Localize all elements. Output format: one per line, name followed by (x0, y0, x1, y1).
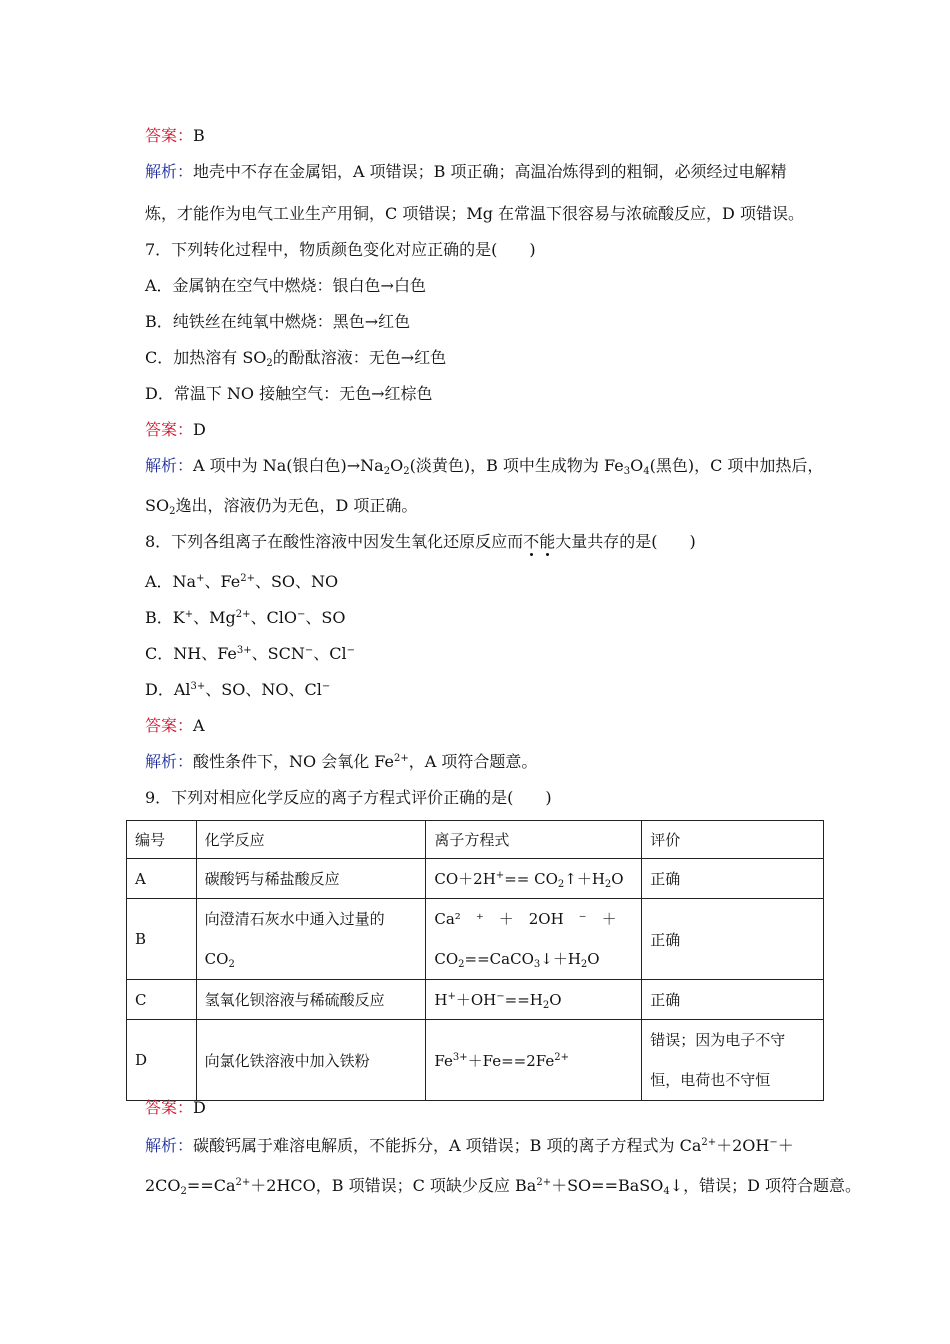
evaluation-cell: 正确 (642, 899, 824, 980)
table-row (127, 980, 824, 1020)
header-cell: 编号 (127, 821, 197, 859)
superscript: − (304, 645, 314, 656)
subscript: 2 (266, 358, 273, 369)
subscript: 2 (180, 1186, 187, 1197)
q9-analysis-line2 (145, 1174, 861, 1198)
text: ＋OH (455, 991, 497, 1009)
superscript: + (447, 991, 456, 1002)
q6-answer (145, 124, 205, 148)
subscript: 2 (383, 466, 391, 477)
text: 逸出，溶液仍为无色，D 项正确。 (175, 496, 418, 515)
superscript: + (196, 573, 205, 584)
q6-analysis-line2 (145, 202, 804, 226)
reaction-cell: 氢氧化钡溶液与稀硫酸反应 (196, 980, 426, 1020)
subscript: 3 (623, 466, 631, 477)
text: (淡黄色)，B 项中生成物为 Fe (409, 456, 624, 475)
text: Fe (434, 1051, 453, 1070)
answer-label: 答案： (145, 126, 194, 145)
superscript: 2+ (235, 1177, 251, 1188)
superscript: 3+ (190, 681, 206, 692)
header-cell: 化学反应 (196, 821, 426, 859)
text: ，A 项符合题意。 (408, 752, 538, 771)
text: ＋SO==BaSO (551, 1176, 664, 1195)
text: ＋Fe==2Fe (467, 1051, 555, 1070)
text: A．Na (145, 572, 197, 591)
row-id: C (127, 980, 197, 1020)
text: 、Mg (193, 608, 236, 627)
table-row (127, 1020, 824, 1101)
table-row (127, 859, 824, 899)
text: ↓，错误；D 项符合题意。 (669, 1176, 862, 1195)
analysis-label: 解析： (145, 752, 194, 771)
q7-option-d: D．常温下 NO 接触空气：无色→红棕色 (145, 384, 433, 403)
q9-analysis-line1 (145, 1134, 794, 1158)
q8-answer (145, 714, 205, 738)
text (205, 939, 418, 979)
q7-option-b: B．纯铁丝在纯氧中燃烧：黑色→红色 (145, 312, 411, 331)
q9-answer (145, 1096, 206, 1120)
text: Ca² ⁺ ＋ 2OH ⁻ ＋ (434, 910, 617, 928)
superscript: 3+ (452, 1051, 468, 1063)
superscript: 2+ (554, 1051, 569, 1063)
table-row (127, 899, 824, 980)
text: ＋2OH (716, 1136, 770, 1155)
subscript: 4 (663, 1186, 670, 1197)
table-header-row (127, 821, 824, 859)
text: H (434, 991, 448, 1009)
text: ==CaCO (464, 950, 534, 968)
text: 碳酸钙属于难溶电解质，不能拆分，A 项错误；B 项的离子方程式为 Ca (193, 1136, 702, 1155)
superscript: 2+ (394, 753, 409, 764)
text: O (390, 456, 404, 475)
reaction-cell (196, 899, 426, 980)
text: 、SO、NO、Cl (205, 680, 322, 699)
text: D．Al (145, 680, 191, 699)
reaction-cell: 碳酸钙与稀盐酸反应 (196, 859, 426, 899)
q8-stem (145, 530, 696, 554)
equation-cell (426, 899, 642, 980)
subscript: 2 (403, 466, 410, 477)
q7-stem: 7．下列转化过程中，物质颜色变化对应正确的是( ) (145, 240, 536, 259)
subscript: 3 (533, 959, 541, 970)
equation-cell (426, 980, 642, 1020)
subscript: 2 (557, 879, 565, 890)
header-cell: 离子方程式 (426, 821, 642, 859)
text: SO (145, 496, 170, 515)
row-id: A (127, 859, 197, 899)
subscript: 2 (458, 959, 465, 970)
superscript: − (346, 645, 356, 656)
text: 大量共存的是( ) (555, 532, 696, 551)
text: O (587, 950, 600, 968)
text: ↑＋H (564, 870, 605, 888)
answer-label: 答案： (145, 420, 194, 439)
text: 、SO (305, 608, 346, 627)
text: O (611, 870, 624, 888)
text: C．NH、Fe (145, 644, 237, 663)
q8-option-b (145, 606, 345, 630)
q8-option-c (145, 642, 355, 666)
answer-label: 答案： (145, 716, 194, 735)
superscript: − (496, 991, 505, 1002)
text: ＋2HCO，B 项错误；C 项缺少反应 Ba (250, 1176, 537, 1195)
text: 8．下列各组离子在酸性溶液中因发生氧化还原反应而 (145, 532, 524, 551)
text (434, 939, 633, 979)
q7-answer (145, 418, 206, 442)
row-id: D (127, 1020, 197, 1101)
row-id: B (127, 899, 197, 980)
analysis-text: 地壳中不存在金属铝，A 项错误；B 项正确；高温冶炼得到的粗铜，必须经过电解精 (193, 162, 787, 181)
text: CO＋2H (434, 870, 496, 888)
q8-option-d (145, 678, 330, 702)
text: 恒，电荷也不守恒 (650, 1071, 771, 1089)
superscript: 2+ (701, 1137, 717, 1148)
text: O (549, 991, 562, 1009)
text: == CO (504, 870, 558, 888)
text: CO (434, 950, 459, 968)
text: 、Cl (313, 644, 347, 663)
answer-value: B (193, 126, 205, 145)
answer-label: 答案： (145, 1098, 194, 1117)
subscript: 2 (542, 1000, 550, 1011)
header-cell: 评价 (642, 821, 824, 859)
text: 错误；因为电子不守 (650, 1031, 786, 1049)
equation-cell (426, 859, 642, 899)
subscript: 2 (580, 959, 588, 970)
analysis-text: 炼，才能作为电气工业生产用铜，C 项错误；Mg 在常温下很容易与浓硫酸反应，D 项错误。 (145, 204, 804, 223)
evaluation-cell: 正确 (642, 980, 824, 1020)
superscript: + (495, 870, 505, 881)
text: 酸性条件下，NO 会氧化 Fe (193, 752, 395, 771)
equation-cell (426, 1020, 642, 1101)
analysis-label: 解析： (145, 456, 194, 475)
evaluation-cell: 正确 (642, 859, 824, 899)
text: 、SO、NO (254, 572, 339, 591)
answer-value: D (193, 1098, 206, 1117)
analysis-label: 解析： (145, 162, 194, 181)
superscript: 2+ (240, 573, 255, 584)
analysis-label: 解析： (145, 1136, 194, 1155)
text: ==H (504, 991, 543, 1009)
text: ＋ (777, 1136, 794, 1155)
text: 2CO (145, 1176, 181, 1195)
q7-option-a: A．金属钠在空气中燃烧：银白色→白色 (145, 276, 426, 295)
superscript: 2+ (235, 609, 251, 620)
q9-table (126, 820, 824, 1101)
subscript: 4 (643, 466, 650, 477)
text: (黑色)，C 项中加热后， (649, 456, 824, 475)
superscript: 3+ (236, 645, 252, 656)
answer-value: A (193, 716, 205, 735)
text: O (630, 456, 644, 475)
q7-analysis-line2 (145, 494, 417, 518)
text: 、ClO (250, 608, 297, 627)
q7-analysis-line1 (145, 454, 823, 478)
q9-stem: 9．下列对相应化学反应的离子方程式评价正确的是( ) (145, 788, 552, 807)
superscript: 2+ (536, 1177, 552, 1188)
reaction-cell: 向氯化铁溶液中加入铁粉 (196, 1020, 426, 1101)
subscript: 2 (228, 959, 235, 970)
superscript: + (184, 609, 194, 620)
text: 向澄清石灰水中通入过量的 (204, 910, 385, 928)
text: ==Ca (186, 1176, 236, 1195)
q8-option-a (145, 570, 338, 594)
text: 、Fe (204, 572, 241, 591)
subscript: 2 (169, 506, 176, 517)
evaluation-cell (642, 1020, 824, 1101)
answer-value: D (193, 420, 206, 439)
text: ↓＋H (540, 950, 581, 968)
text: CO (204, 950, 229, 968)
superscript: − (769, 1137, 778, 1148)
text: A 项中为 Na(银白色)→Na (193, 456, 384, 475)
superscript: − (321, 681, 331, 692)
text: 、SCN (251, 644, 305, 663)
text: B．K (145, 608, 185, 627)
q7-option-c (145, 346, 446, 370)
q8-analysis (145, 750, 537, 774)
text: C．加热溶有 SO (145, 348, 267, 367)
q6-analysis-line1 (145, 160, 787, 184)
emphasis-dot-char: 能 (539, 532, 556, 551)
text: 的酚酞溶液：无色→红色 (272, 348, 447, 367)
superscript: − (296, 609, 306, 620)
subscript: 2 (604, 879, 612, 890)
emphasis-dot-char: 不 (523, 532, 540, 551)
